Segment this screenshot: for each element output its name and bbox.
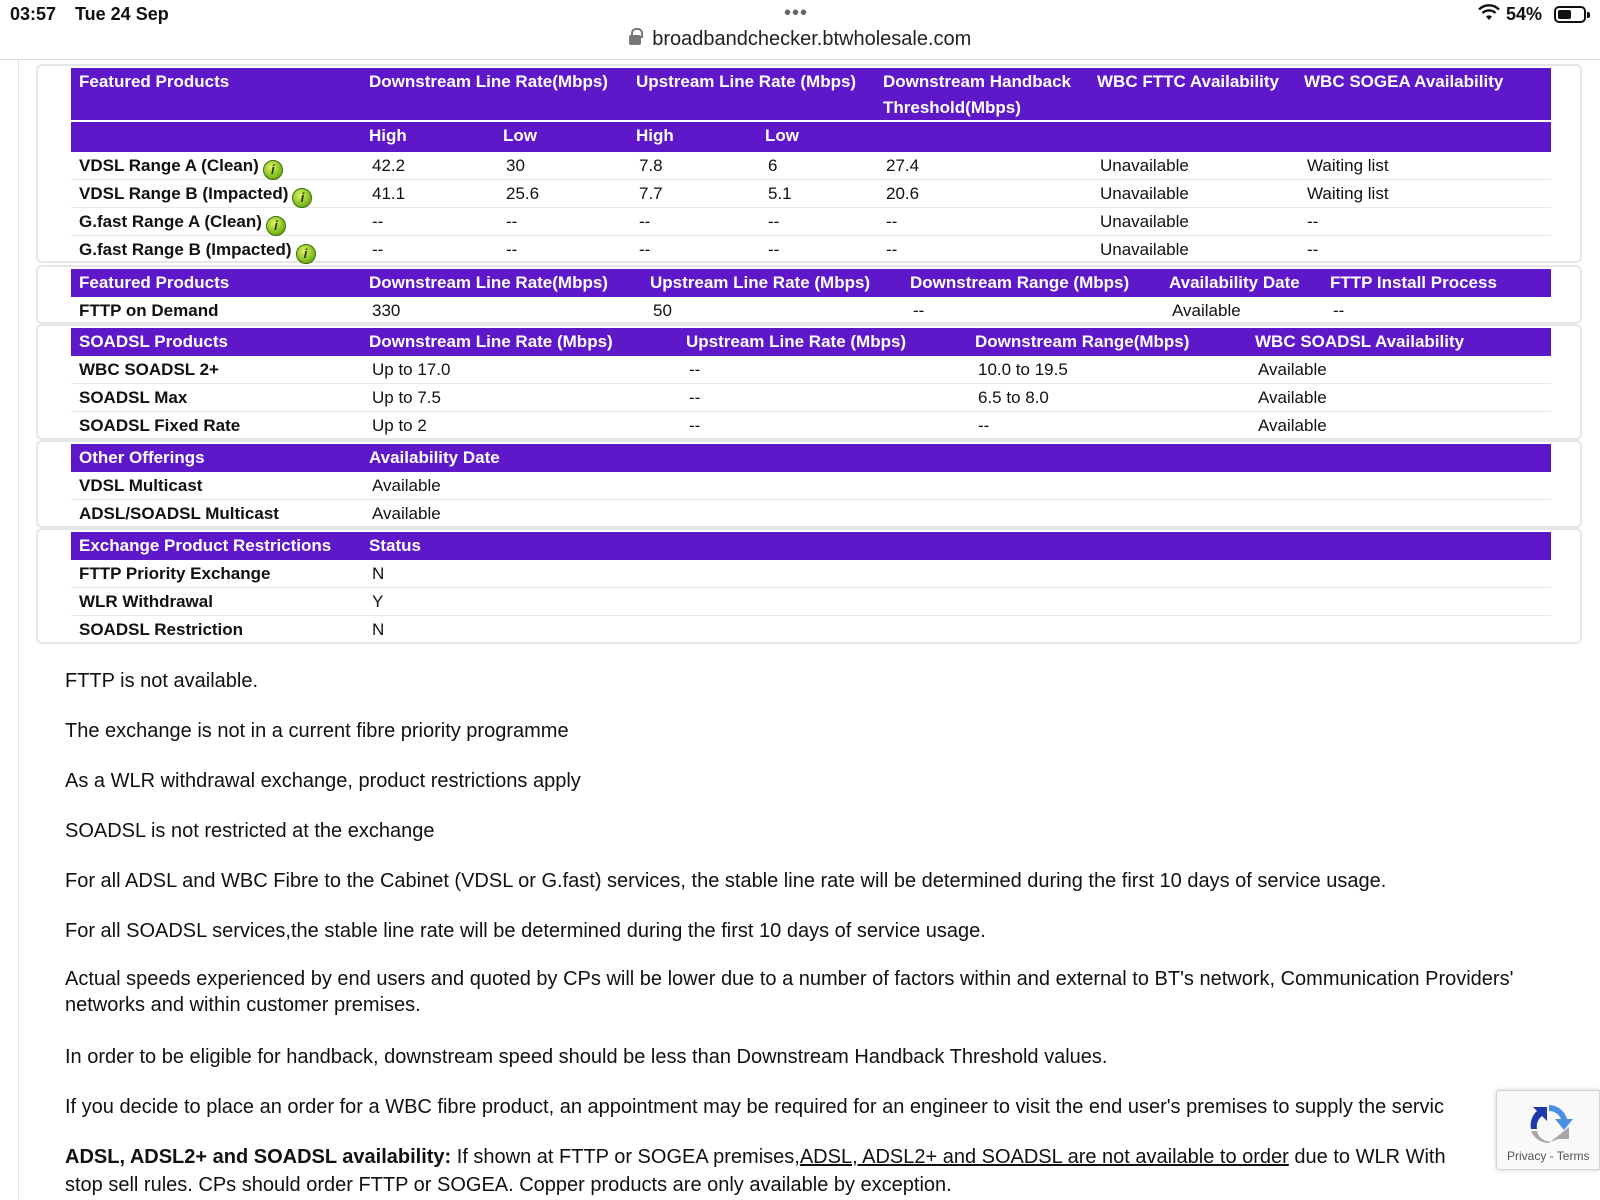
table-row (71, 180, 1551, 208)
restriction-status: N (372, 564, 385, 583)
upstream-rate: -- (689, 360, 701, 379)
down-high: 41.1 (372, 184, 406, 203)
header-status: Status (369, 536, 421, 555)
header-other-offerings: Other Offerings (79, 448, 205, 467)
header-availability-date: Availability Date (1169, 273, 1300, 292)
fttc-availability: Unavailable (1100, 212, 1189, 231)
soadsl-availability: Available (1258, 388, 1327, 407)
soadsl-availability: Available (1258, 360, 1327, 379)
status-bar (0, 0, 1600, 30)
up-high: -- (639, 240, 651, 259)
fttc-availability: Unavailable (1100, 156, 1189, 175)
install-process: -- (1333, 301, 1345, 320)
note-handback: In order to be eligible for handback, downstream speed should be less than Downstream Handback Threshold values. (65, 1046, 1108, 1068)
table-subheader (71, 122, 1551, 152)
header-downstream-rate: Downstream Line Rate(Mbps) (369, 72, 608, 91)
table-row (71, 588, 1551, 616)
fttc-availability: Unavailable (1100, 240, 1189, 259)
handback-threshold: 20.6 (886, 184, 920, 203)
up-low: -- (768, 212, 780, 231)
header-availability-date: Availability Date (369, 448, 500, 467)
header-downstream-range: Downstream Range(Mbps) (975, 332, 1190, 351)
header-soadsl-products: SOADSL Products (79, 332, 228, 351)
privacy-link[interactable]: Privacy (1507, 1149, 1547, 1163)
product-name: G.fast Range B (Impacted) (79, 240, 292, 259)
handback-threshold: 27.4 (886, 156, 920, 175)
header-handback-2: Threshold(Mbps) (883, 98, 1021, 117)
restriction-status: Y (372, 592, 384, 611)
table-row (71, 297, 1551, 323)
subheader-down-high: High (369, 126, 407, 145)
link-separator: - (1546, 1149, 1557, 1163)
header-downstream-rate: Downstream Line Rate (Mbps) (369, 332, 613, 351)
product-name: SOADSL Fixed Rate (79, 416, 241, 435)
down-high: 42.2 (372, 156, 406, 175)
availability-date: Available (372, 504, 441, 523)
sogea-availability: -- (1307, 212, 1319, 231)
other-offerings-table (36, 440, 1582, 528)
upstream-rate: -- (689, 416, 701, 435)
downstream-range: -- (978, 416, 990, 435)
sogea-availability: Waiting list (1307, 184, 1389, 203)
handback-threshold: -- (886, 240, 898, 259)
note-stable-rate-adsl: For all ADSL and WBC Fibre to the Cabinet (VDSL or G.fast) services, the stable line rate will be determined during the first 10 days of service usage. (65, 870, 1387, 892)
header-downstream-range: Downstream Range (Mbps) (910, 273, 1130, 292)
header-upstream-rate: Upstream Line Rate (Mbps) (650, 273, 871, 292)
recaptcha-icon (1521, 1099, 1577, 1149)
header-exchange-restrictions: Exchange Product Restrictions (79, 536, 332, 555)
note-stable-rate-soadsl: For all SOADSL services,the stable line rate will be determined during the first 10 days of service usage. (65, 920, 986, 942)
upstream-rate: -- (689, 388, 701, 407)
subheader-up-high: High (636, 126, 674, 145)
table-row (71, 356, 1551, 384)
table-header (71, 68, 1551, 120)
header-fttc-availability: WBC FTTC Availability (1097, 72, 1279, 91)
header-install-process: FTTP Install Process (1330, 273, 1497, 292)
table-row (71, 412, 1551, 438)
multitasking-dots-icon[interactable]: ••• (784, 2, 809, 24)
note-fttp: FTTP is not available. (65, 670, 259, 692)
downstream-rate: Up to 2 (372, 416, 427, 435)
lock-icon (629, 33, 641, 47)
status-time: 03:57 (10, 4, 57, 24)
header-featured-products: Featured Products (79, 72, 230, 91)
table-header (71, 532, 1551, 560)
terms-link[interactable]: Terms (1556, 1149, 1590, 1163)
header-upstream-rate: Upstream Line Rate (Mbps) (636, 72, 857, 91)
header-handback-1: Downstream Handback (883, 72, 1071, 91)
exchange-restrictions-table (36, 528, 1582, 644)
up-low: 5.1 (768, 184, 792, 203)
offering-name: VDSL Multicast (79, 476, 203, 495)
battery-percentage: 54% (1506, 4, 1543, 24)
recaptcha-links (1507, 1149, 1589, 1163)
header-downstream-rate: Downstream Line Rate(Mbps) (369, 273, 608, 292)
note-soadsl-restriction: SOADSL is not restricted at the exchange (65, 820, 435, 842)
down-low: -- (506, 240, 518, 259)
not-available-link[interactable]: ADSL, ADSL2+ and SOADSL are not available to order (799, 1146, 1289, 1168)
subheader-up-low: Low (765, 126, 799, 145)
down-high: -- (372, 240, 384, 259)
note-copper-text-end: due to WLR With (1288, 1146, 1446, 1168)
handback-threshold: -- (886, 212, 898, 231)
soadsl-table (36, 324, 1582, 440)
restriction-name: FTTP Priority Exchange (79, 564, 271, 583)
downstream-rate: Up to 17.0 (372, 360, 451, 379)
restriction-name: SOADSL Restriction (79, 620, 244, 639)
product-name: G.fast Range A (Clean) (79, 212, 262, 231)
downstream-rate: 330 (372, 301, 401, 320)
product-name: SOADSL Max (79, 388, 188, 407)
sogea-availability: Waiting list (1307, 156, 1389, 175)
table-row (71, 384, 1551, 412)
up-high: 7.8 (639, 156, 663, 175)
featured-fttc-table (36, 64, 1582, 263)
soadsl-availability: Available (1258, 416, 1327, 435)
note-actual-speeds: Actual speeds experienced by end users and quoted by CPs will be lower due to a number of factors within and external to BT's network, Communication Providers' networks and within customer premises. (65, 968, 1514, 1016)
note-fibre-priority: The exchange is not in a current fibre priority programme (65, 720, 569, 742)
note-wlr: As a WLR withdrawal exchange, product restrictions apply (65, 770, 581, 792)
note-copper-text: If shown at FTTP or SOGEA premises, (451, 1146, 800, 1168)
up-high: 7.7 (639, 184, 663, 203)
product-name: FTTP on Demand (79, 301, 219, 320)
status-date: Tue 24 Sep (75, 4, 169, 24)
table-row (71, 616, 1551, 642)
downstream-range: 6.5 to 8.0 (978, 388, 1049, 407)
product-name: VDSL Range B (Impacted) (79, 184, 289, 203)
offering-name: ADSL/SOADSL Multicast (79, 504, 279, 523)
header-sogea-availability: WBC SOGEA Availability (1304, 72, 1504, 91)
page-border (18, 60, 19, 1200)
availability-date: Available (372, 476, 441, 495)
up-low: 6 (768, 156, 778, 175)
product-name: VDSL Range A (Clean) (79, 156, 259, 175)
upstream-rate: 50 (653, 301, 672, 320)
restriction-status: N (372, 620, 385, 639)
restriction-name: WLR Withdrawal (79, 592, 213, 611)
table-row (71, 208, 1551, 236)
up-low: -- (768, 240, 780, 259)
info-icon[interactable]: i (292, 188, 312, 208)
note-copper-availability (65, 1146, 1446, 1169)
address-bar[interactable] (0, 28, 1600, 60)
info-icon[interactable]: i (266, 216, 286, 236)
info-icon[interactable]: i (296, 244, 316, 264)
down-high: -- (372, 212, 384, 231)
table-header (71, 269, 1551, 297)
note-engineer-visit: If you decide to place an order for a WBC fibre product, an appointment may be required for an engineer to visit the end user's premises to supply the servic (65, 1096, 1444, 1118)
header-upstream-rate: Upstream Line Rate (Mbps) (686, 332, 907, 351)
header-featured-products: Featured Products (79, 273, 230, 292)
down-low: 30 (506, 156, 525, 175)
battery-icon (1554, 6, 1586, 23)
table-row (71, 472, 1551, 500)
note-copper-heading: ADSL, ADSL2+ and SOADSL availability: (65, 1146, 452, 1168)
table-row (71, 152, 1551, 180)
table-row (71, 500, 1551, 526)
availability-date: Available (1172, 301, 1241, 320)
downstream-range: 10.0 to 19.5 (978, 360, 1068, 379)
info-icon[interactable]: i (263, 160, 283, 180)
sogea-availability: -- (1307, 240, 1319, 259)
subheader-down-low: Low (503, 126, 537, 145)
product-name: WBC SOADSL 2+ (79, 360, 219, 379)
header-soadsl-availability: WBC SOADSL Availability (1255, 332, 1465, 351)
recaptcha-badge[interactable] (1496, 1090, 1600, 1170)
note-copper-line2: stop sell rules. CPs should order FTTP or SOGEA. Copper products are only available by exception. (65, 1174, 952, 1196)
fttc-availability: Unavailable (1100, 184, 1189, 203)
wifi-icon (1478, 4, 1500, 22)
table-row (71, 560, 1551, 588)
table-header (71, 328, 1551, 356)
downstream-rate: Up to 7.5 (372, 388, 441, 407)
address-url[interactable]: broadbandchecker.btwholesale.com (652, 28, 972, 50)
table-header (71, 444, 1551, 472)
downstream-range: -- (913, 301, 925, 320)
down-low: -- (506, 212, 518, 231)
up-high: -- (639, 212, 651, 231)
featured-fttp-table (36, 265, 1582, 324)
table-row (71, 236, 1551, 262)
down-low: 25.6 (506, 184, 540, 203)
